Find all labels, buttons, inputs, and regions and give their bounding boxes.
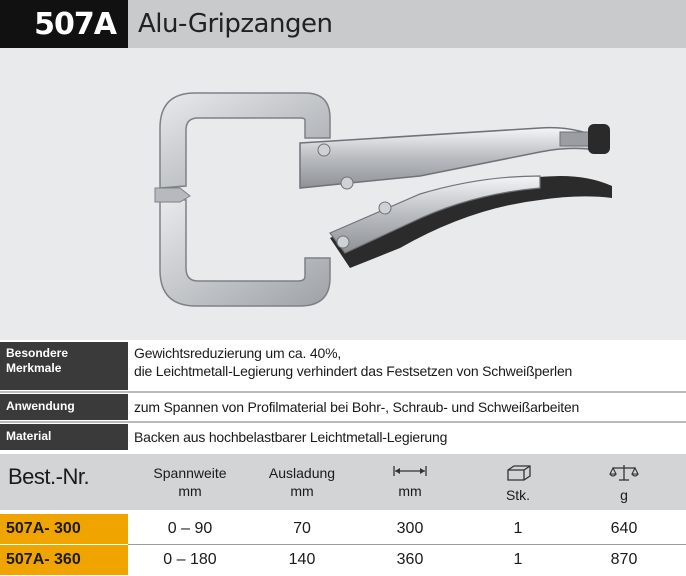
best-nr-header: Best.-Nr. [8, 464, 90, 489]
attribute-label: Besondere Merkmale [0, 342, 128, 390]
cell-weight: 640 [610, 520, 638, 537]
cell-ausladung: 140 [288, 551, 316, 568]
column-header-length: mm [380, 464, 440, 500]
attribute-value: Gewichtsreduzierung um ca. 40%, die Leichtmetall-Legierung verhindert das Festsetzen von Schweißperlen [128, 342, 686, 390]
cell-weight: 870 [610, 551, 638, 568]
cell-length: 360 [396, 551, 424, 568]
product-title: Alu-Gripzangen [128, 0, 686, 48]
attribute-value: Backen aus hochbelastbarer Leichtmetall-Legierung [128, 424, 686, 450]
column-header-spannweite: Spannweite mm [153, 465, 227, 499]
c-clamp-pliers-icon [0, 48, 686, 340]
cell-spannweite: 0 – 90 [167, 520, 213, 537]
attribute-features [0, 342, 686, 390]
cell-ausladung: 70 [293, 520, 311, 537]
table-row [0, 514, 686, 544]
divider [0, 421, 686, 423]
balance-scale-icon [609, 464, 639, 482]
attribute-application [0, 394, 686, 420]
divider [0, 391, 686, 393]
order-number: 507A- 300 [0, 514, 128, 544]
cell-quantity: 1 [513, 520, 523, 537]
attribute-label: Anwendung [0, 394, 128, 420]
page-header [0, 0, 686, 48]
column-header-quantity: Stk. [488, 464, 548, 504]
package-box-icon [504, 464, 532, 482]
cell-spannweite: 0 – 180 [163, 551, 217, 568]
table-header [0, 454, 686, 510]
length-dimension-icon [392, 464, 428, 478]
product-photo [0, 48, 686, 340]
cell-length: 300 [396, 520, 424, 537]
column-header-weight: g [594, 464, 654, 504]
order-number: 507A- 360 [0, 545, 128, 575]
attribute-label: Material [0, 424, 128, 450]
attribute-material [0, 424, 686, 450]
product-code: 507A [0, 0, 128, 48]
attribute-value: zum Spannen von Profilmaterial bei Bohr-, Schraub- und Schweißarbeiten [128, 394, 686, 420]
cell-quantity: 1 [513, 551, 523, 568]
column-header-ausladung: Ausladung mm [268, 465, 336, 499]
table-row [0, 545, 686, 575]
